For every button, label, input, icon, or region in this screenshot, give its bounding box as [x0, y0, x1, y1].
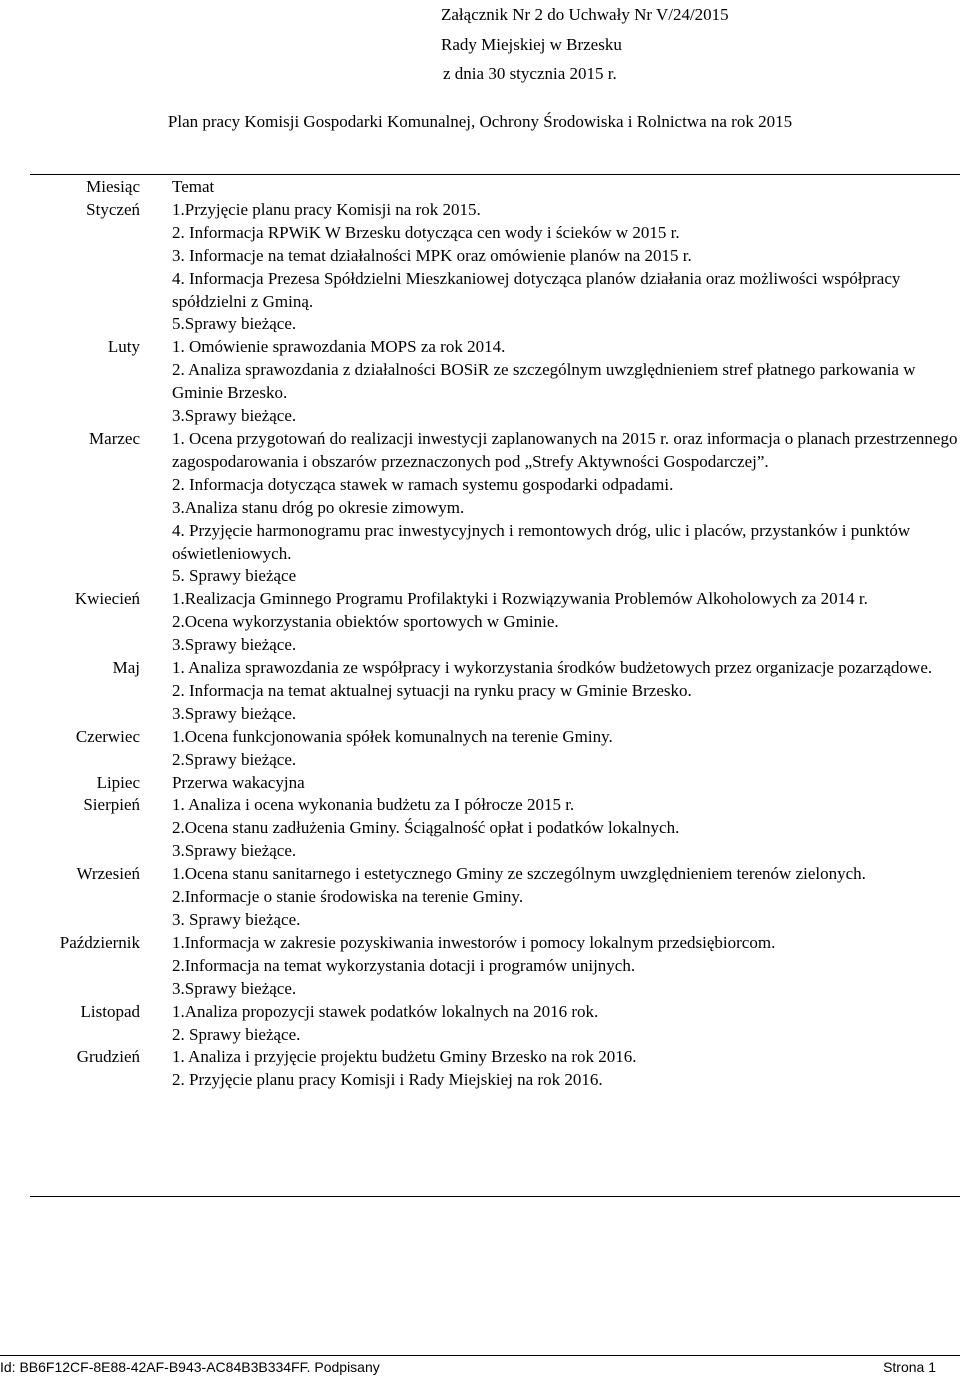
topic-item: 1. Analiza i przyjęcie projektu budżetu Gminy Brzesko na rok 2016. [172, 1047, 637, 1067]
month-cell: Marzec [89, 428, 140, 448]
topic-item: 1. Ocena przygotowań do realizacji inwestycji zaplanowanych na 2015 r. oraz informacja o planach przestrzennego zagospodarowania i obszarów przeznaczonych pod „Strefy Aktywności Gospodarczej”. [172, 428, 958, 471]
month-cell: Styczeń [86, 199, 140, 219]
header-line-2: Rady Miejskiej w Brzesku [441, 34, 622, 54]
table-row [30, 336, 960, 428]
attachment-header [441, 0, 729, 89]
topic-item: 2.Informacje o stanie środowiska na terenie Gminy. [172, 887, 524, 907]
topic-item: 2. Informacja dotycząca stawek w ramach systemu gospodarki odpadami. [172, 474, 674, 494]
month-cell: Sierpień [83, 795, 140, 815]
topic-cell [140, 657, 960, 726]
topic-cell [140, 932, 960, 1001]
topic-item: 3.Sprawy bieżące. [172, 703, 297, 723]
month-cell: Czerwiec [75, 726, 140, 746]
topic-cell [140, 772, 960, 795]
topic-item: 2. Sprawy bieżące. [172, 1024, 301, 1044]
topic-item: 1.Realizacja Gminnego Programu Profilaktyki i Rozwiązywania Problemów Alkoholowych za 2014 r. [172, 589, 868, 609]
month-cell: Kwiecień [74, 589, 140, 609]
table-row [30, 932, 960, 1001]
topic-item: 2.Informacja na temat wykorzystania dotacji i programów unijnych. [172, 955, 636, 975]
table-row [30, 428, 960, 588]
topic-item: 2.Sprawy bieżące. [172, 749, 297, 769]
topic-cell [140, 588, 960, 657]
table-row [30, 863, 960, 932]
topic-item: 1.Ocena funkcjonowania spółek komunalnych na terenie Gminy. [172, 726, 613, 746]
document-id: Id: BB6F12CF-8E88-42AF-B943-AC84B3B334FF. Podpisany [0, 1359, 380, 1375]
topic-item: 1. Analiza sprawozdania ze współpracy i wykorzystania środków budżetowych przez organizacje pozarządowe. [172, 658, 933, 678]
topic-cell [140, 336, 960, 428]
table-bottom-rule [30, 1196, 960, 1197]
topic-item: 2. Przyjęcie planu pracy Komisji i Rady Miejskiej na rok 2016. [172, 1070, 603, 1090]
topic-item: 3.Sprawy bieżące. [172, 978, 297, 998]
topic-item: 1. Analiza i ocena wykonania budżetu za I półrocze 2015 r. [172, 795, 575, 815]
topic-item: 2. Informacja na temat aktualnej sytuacji na rynku pracy w Gminie Brzesko. [172, 680, 692, 700]
topic-item: 5.Sprawy bieżące. [172, 314, 297, 334]
table-row [30, 588, 960, 657]
table-row [30, 199, 960, 336]
header-line-1: Załącznik Nr 2 do Uchwały Nr V/24/2015 [441, 5, 729, 24]
table-row [30, 657, 960, 726]
month-cell: Maj [112, 658, 140, 678]
page-number: Strona 1 [883, 1359, 936, 1375]
month-cell: Lipiec [96, 772, 140, 792]
topic-item: 3.Sprawy bieżące. [172, 406, 297, 426]
column-header-month: Miesiąc [86, 177, 140, 196]
topic-item: 3.Sprawy bieżące. [172, 841, 297, 861]
topic-cell [140, 726, 960, 772]
table-row [30, 794, 960, 863]
table-header-row [30, 176, 960, 199]
topic-cell [140, 199, 960, 336]
table-row [30, 726, 960, 772]
topic-cell [140, 1001, 960, 1047]
topic-item: 2. Analiza sprawozdania z działalności BOSiR ze szczególnym uwzględnieniem stref płatnego parkowania w Gminie Brzesko. [172, 360, 916, 403]
column-header-topic: Temat [172, 177, 215, 196]
topic-item: 1.Ocena stanu sanitarnego i estetycznego Gminy ze szczególnym uwzględnieniem terenów zielonych. [172, 864, 866, 884]
month-cell: Wrzesień [76, 864, 140, 884]
month-cell: Luty [107, 337, 140, 357]
topic-item: 2.Ocena wykorzystania obiektów sportowych w Gminie. [172, 612, 559, 632]
month-cell: Październik [59, 932, 140, 952]
topic-item: 1.Przyjęcie planu pracy Komisji na rok 2015. [172, 199, 481, 219]
topic-item: 3. Sprawy bieżące. [172, 910, 301, 929]
work-plan-table [30, 176, 960, 1092]
topic-item: 5. Sprawy bieżące [172, 566, 297, 586]
topic-item: 1. Omówienie sprawozdania MOPS za rok 2014. [172, 337, 506, 357]
topic-item: Przerwa wakacyjna [172, 772, 305, 792]
topic-cell [140, 1046, 960, 1092]
header-line-3: z dnia 30 stycznia 2015 r. [443, 64, 617, 83]
table-body [30, 199, 960, 1092]
topic-item: 3.Analiza stanu dróg po okresie zimowym. [172, 497, 465, 517]
topic-cell [140, 863, 960, 932]
topic-item: 2. Informacja RPWiK W Brzesku dotycząca cen wody i ścieków w 2015 r. [172, 222, 680, 242]
topic-cell [140, 794, 960, 863]
topic-item: 1.Informacja w zakresie pozyskiwania inwestorów i pomocy lokalnym przedsiębiorcom. [172, 932, 776, 952]
topic-item: 3.Sprawy bieżące. [172, 635, 297, 655]
document-title: Plan pracy Komisji Gospodarki Komunalnej, Ochrony Środowiska i Rolnictwa na rok 2015 [167, 112, 793, 131]
table-top-rule [30, 174, 960, 175]
month-cell: Listopad [80, 1001, 140, 1021]
topic-item: 4. Przyjęcie harmonogramu prac inwestycyjnych i remontowych dróg, ulic i placów, przystanków i punktów oświetleniowych. [172, 520, 911, 563]
month-cell: Grudzień [76, 1047, 140, 1067]
topic-item: 1.Analiza propozycji stawek podatków lokalnych na 2016 rok. [172, 1001, 599, 1021]
table-row [30, 1046, 960, 1092]
footer-rule [0, 1355, 960, 1356]
topic-item: 4. Informacja Prezesa Spółdzielni Mieszkaniowej dotycząca planów działania oraz możliwości współpracy spółdzielni z Gminą. [172, 268, 901, 311]
table-row [30, 1001, 960, 1047]
table-row [30, 772, 960, 795]
topic-cell [140, 428, 960, 588]
topic-item: 3. Informacje na temat działalności MPK oraz omówienie planów na 2015 r. [172, 245, 692, 265]
topic-item: 2.Ocena stanu zadłużenia Gminy. Ściągalność opłat i podatków lokalnych. [172, 818, 680, 838]
